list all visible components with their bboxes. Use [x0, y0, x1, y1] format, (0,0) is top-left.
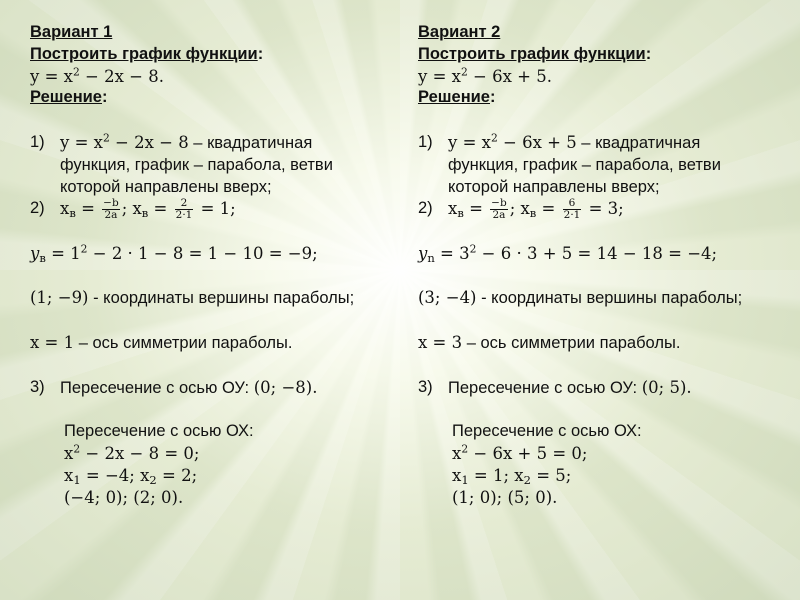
task-colon: :: [257, 44, 264, 63]
step-1-line-3: которой направлены вверх;: [60, 177, 272, 196]
task-heading: [30, 44, 400, 66]
xv-subscript: в: [69, 206, 76, 221]
s1-rest: − 6x + 5: [497, 133, 577, 153]
xv-mid: ; x: [509, 199, 530, 219]
step-1-line-2: функция, график – парабола, ветви: [448, 155, 721, 174]
fraction-general-denominator: 2a: [492, 209, 506, 222]
s1-rest: − 2x − 8: [109, 133, 189, 153]
oy-label: Пересечение с осью ОУ:: [60, 378, 254, 397]
axis-equation: x = 1: [30, 332, 75, 352]
yv-symbol: y: [418, 244, 428, 264]
vertex-text: - координаты вершины параболы;: [476, 289, 743, 308]
xv-subscript-2: в: [529, 206, 537, 221]
step-1-text: – квадратичная: [188, 134, 313, 153]
step-1-line-2: функция, график – парабола, ветви: [60, 155, 333, 174]
task-heading: [418, 44, 788, 66]
vertex-point: (1; −9): [30, 288, 89, 308]
xv-symbol: x: [448, 199, 458, 219]
root-1-var: x: [452, 465, 462, 485]
vertex-x-formula: [448, 198, 788, 221]
fraction-general-denominator: 2a: [104, 209, 118, 222]
step-1-number: 1): [30, 133, 45, 152]
yv-part-b: − 6 · 3 + 5 = 14 − 18 = −4;: [476, 244, 718, 264]
task-label: Построить график функции: [418, 44, 646, 63]
task-colon: :: [645, 44, 652, 63]
ox-intersection: [418, 421, 788, 508]
task-label: Построить график функции: [30, 44, 258, 63]
step-3: [418, 377, 788, 400]
xv-subscript: в: [457, 206, 464, 221]
step-2-number: 2): [30, 199, 45, 218]
solution-label: Решение: [418, 88, 490, 107]
yv-part-a: = 3: [434, 244, 470, 264]
step-1-formula: [60, 133, 189, 152]
root-2-value: = 2;: [156, 465, 198, 485]
step-1: [418, 132, 788, 198]
func-base: y = x: [418, 66, 461, 86]
s1-base: y = x: [60, 133, 103, 153]
fraction-value-denominator: 2·1: [563, 209, 581, 222]
xv-equals: =: [75, 199, 101, 219]
fraction-general: [102, 198, 120, 221]
symmetry-axis: [30, 332, 400, 355]
root-1-index: 1: [73, 472, 81, 487]
fraction-general: [490, 198, 508, 221]
func-rest: − 6x + 5.: [467, 66, 552, 86]
root-1-var: x: [64, 465, 74, 485]
fraction-value: [175, 198, 194, 221]
vertex-point: (3; −4): [418, 288, 477, 308]
yv-exponent: 2: [80, 242, 88, 256]
variant-title: Вариант 2: [418, 23, 501, 41]
vertex-y-formula: [418, 243, 788, 265]
step-1-number: 1): [418, 133, 433, 152]
step-3-number: 3): [30, 377, 45, 396]
yv-subscript: n: [427, 251, 435, 266]
fraction-value-numerator: 2: [175, 198, 194, 210]
ox-title: Пересечение с осью ОХ:: [64, 422, 254, 441]
solution-heading: [30, 87, 400, 109]
ox-equation: [64, 443, 400, 465]
ox-eq-exponent: 2: [73, 442, 81, 456]
step-2: [30, 198, 400, 221]
xv-result: = 3;: [583, 199, 624, 219]
ox-eq-var: x: [64, 444, 74, 464]
s1-exponent: 2: [490, 131, 498, 145]
ox-roots: [64, 465, 400, 487]
axis-text: – ось симметрии параболы.: [462, 333, 681, 352]
yv-exponent: 2: [469, 242, 477, 256]
xv-equals: =: [463, 199, 489, 219]
vertex-y-formula: [30, 243, 400, 265]
xv-subscript-2: в: [141, 206, 149, 221]
s1-exponent: 2: [102, 131, 110, 145]
vertex-coordinates: [418, 287, 788, 310]
variant-1-column: [30, 22, 400, 509]
ox-roots: [452, 465, 788, 487]
fraction-general-numerator: −b: [103, 197, 119, 210]
ox-points: (−4; 0); (2; 0).: [64, 487, 184, 507]
variant-2-column: [418, 22, 788, 509]
xv-symbol: x: [60, 199, 70, 219]
axis-equation: x = 3: [418, 332, 463, 352]
ox-eq-var: x: [452, 444, 462, 464]
ox-points: (1; 0); (5; 0).: [452, 487, 558, 507]
func-exponent: 2: [72, 65, 80, 79]
xv-equals-2: =: [148, 199, 173, 219]
func-exponent: 2: [460, 65, 468, 79]
root-2-index: 2: [149, 472, 157, 487]
function-formula: [418, 66, 788, 88]
root-2-value: = 5;: [530, 465, 572, 485]
step-1-text: – квадратичная: [576, 134, 701, 153]
step-3-number: 3): [418, 377, 433, 396]
xv-mid: ; x: [121, 199, 142, 219]
func-rest: − 2x − 8.: [79, 66, 164, 86]
step-3: [30, 377, 400, 400]
ox-title: Пересечение с осью ОХ:: [452, 422, 642, 441]
xv-result: = 1;: [195, 199, 236, 219]
s1-base: y = x: [448, 133, 491, 153]
yv-part-b: − 2 · 1 − 8 = 1 − 10 = −9;: [87, 244, 318, 264]
vertex-x-formula: [60, 198, 400, 221]
step-1: [30, 132, 400, 198]
function-formula: [30, 66, 400, 88]
step-1-formula: [448, 133, 577, 152]
oy-point: (0; −8).: [253, 377, 318, 397]
fraction-value-numerator: 6: [563, 198, 582, 210]
step-2-number: 2): [418, 199, 433, 218]
func-base: y = x: [30, 66, 73, 86]
ox-equation: [452, 443, 788, 465]
ox-eq-rest: − 2x − 8 = 0;: [80, 444, 200, 464]
root-1-value: = 1; x: [468, 465, 524, 485]
vertex-text: - координаты вершины параболы;: [88, 289, 355, 308]
solution-label: Решение: [30, 88, 102, 107]
yv-part-a: = 1: [45, 244, 81, 264]
solution-heading: [418, 87, 788, 109]
vertex-coordinates: [30, 287, 400, 310]
root-2-index: 2: [523, 472, 531, 487]
solution-colon: :: [490, 88, 496, 107]
oy-point: (0; 5).: [641, 377, 692, 397]
ox-intersection: [30, 421, 400, 508]
root-1-index: 1: [461, 472, 469, 487]
step-1-line-3: которой направлены вверх;: [448, 177, 660, 196]
fraction-general-numerator: −b: [491, 197, 507, 210]
symmetry-axis: [418, 332, 788, 355]
oy-label: Пересечение с осью ОУ:: [448, 378, 642, 397]
ox-eq-exponent: 2: [461, 442, 469, 456]
step-2: [418, 198, 788, 221]
fraction-value-denominator: 2·1: [175, 209, 193, 222]
xv-equals-2: =: [536, 199, 561, 219]
solution-colon: :: [102, 88, 108, 107]
axis-text: – ось симметрии параболы.: [74, 333, 293, 352]
variant-title: Вариант 1: [30, 23, 113, 41]
ox-eq-rest: − 6x + 5 = 0;: [468, 444, 588, 464]
root-1-value: = −4; x: [80, 465, 150, 485]
yv-subscript: в: [39, 251, 46, 266]
yv-symbol: y: [30, 244, 40, 264]
fraction-value: [563, 198, 582, 221]
